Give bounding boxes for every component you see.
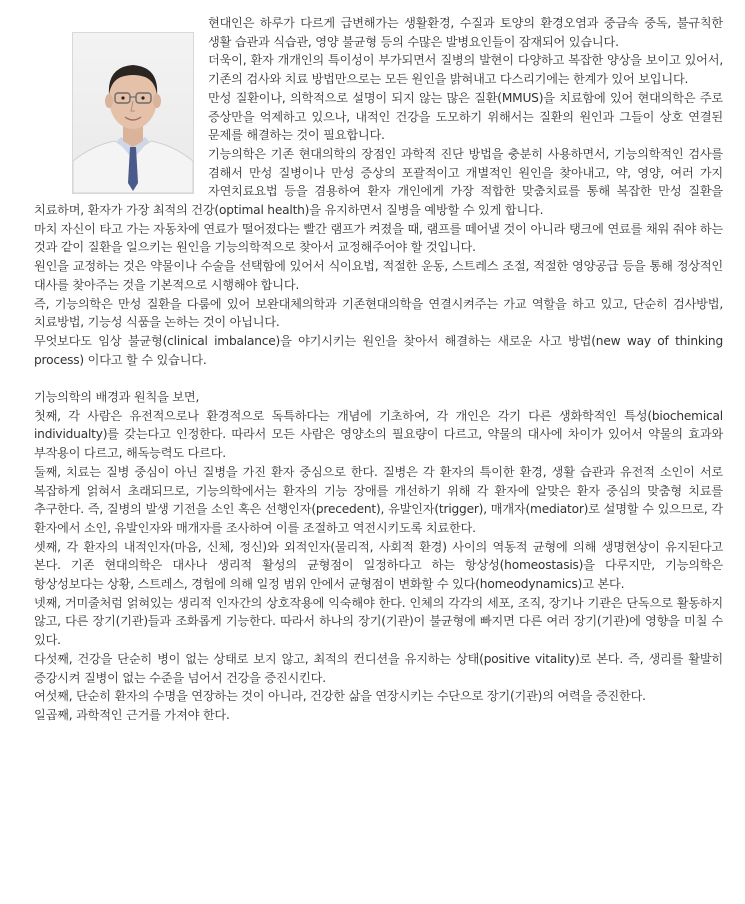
intro-paragraph-8: 무엇보다도 임상 불균형(clinical imbalance)을 야기시키는 원인을 찾아서 해결하는 새로운 사고 방법(new way of thinking process) 이다고 할 수 있습니다. — [34, 333, 723, 367]
principle-1: 첫째, 각 사람은 유전적으로나 환경적으로 독특하다는 개념에 기초하여, 각 개인은 각기 다른 생화학적인 특성(biochemical individualty)를 갖는다고 인정한다. 따라서 모든 사람은 영양소의 필요량이 다르고, 약물의 대사에 차이가 있어서 약물의 효과와 부작용이 다르고, 해독능력도 다르다. — [34, 408, 723, 461]
intro-paragraph-4: 기능의학은 기존 현대의학의 장점인 과학적 진단 방법을 충분히 사용하면서, 기능의학적인 검사를 겸해서 만성 질병이나 만성 증상의 포괄적이고 개별적인 원인을 찾아내고, 약, 영양, 여러 가지 자연치료요법 등을 겸용하여 환자 개인에게 가장 적합한 맞춤치료를 통해 복잡한 만성 질환을 치료하며, 환자가 가장 최적의 건강(optimal health)을 유지하면서 질병을 예방할 수 있게 합니다. — [34, 146, 723, 218]
paragraph-spacer — [34, 369, 723, 388]
principle-2: 둘째, 치료는 질병 중심이 아닌 질병을 가진 환자 중심으로 한다. 질병은 각 환자의 특이한 환경, 생활 습관과 유전적 소인이 서로 복잡하게 얽혀서 초래되므로, 기능의학에서는 환자의 기능 장애를 개선하기 위해 각 환자에 알맞은 환자 중심의 맞춤형 치료를 추구한다. 즉, 질병의 발생 기전을 소인 혹은 선행인자(precedent), 유발인자(trigger), 매개자(mediator)로 설명할 수 있으므로, 각 환자에서 소인, 유발인자와 매개자를 조사하여 이를 조절하고 역전시키도록 치료한다. — [34, 464, 723, 535]
intro-paragraph-6: 원인을 교정하는 것은 약물이나 수술을 선택함에 있어서 식이요법, 적절한 운동, 스트레스 조절, 적절한 영양공급 등을 통해 정상적인 대사를 찾아주는 것을 기본적으로 시행해야 합니다. — [34, 259, 723, 292]
principle-6: 여섯째, 단순히 환자의 수명을 연장하는 것이 아니라, 건강한 삶을 연장시키는 수단으로 장기(기관)의 여력을 증진한다. — [34, 689, 646, 704]
intro-paragraph-3: 만성 질환이나, 의학적으로 설명이 되지 않는 많은 질환(MMUS)을 치료함에 있어 현대의학은 주로 증상만을 억제하고 있으나, 내적인 건강을 도모하기 위해서는 질환의 원인과 그들이 상호 연결된 문제를 해결하는 것이 필요합니다. — [208, 90, 723, 143]
principle-7: 일곱째, 과학적인 근거를 가져야 한다. — [34, 708, 230, 722]
intro-paragraph-7: 즉, 기능의학은 만성 질환을 다룸에 있어 보완대체의학과 기존현대의학을 연결시켜주는 가교 역할을 하고 있고, 단순히 검사방법, 치료방법, 기능성 식품을 논하는 것이 아닙니다. — [34, 296, 723, 330]
principle-4: 넷째, 거미줄처럼 얽혀있는 생리적 인자간의 상호작용에 익숙해야 한다. 인체의 각각의 세포, 조직, 장기나 기관은 단독으로 활동하지 않고, 다른 장기(기관)들과 조화롭게 기능한다. 따라서 하나의 장기(기관)이 불균형에 빠지면 다른 여러 장기(기관)에 영향을 미칠 수 있다. — [34, 595, 723, 648]
intro-paragraph-2: 더욱이, 환자 개개인의 특이성이 부가되면서 질병의 발현이 다양하고 복잡한 양상을 보이고 있어서, 기존의 검사와 치료 방법만으로는 모든 원인을 밝혀내고 다스리기에는 한계가 있어 보입니다. — [208, 53, 723, 87]
principle-3: 셋째, 각 환자의 내적인자(마음, 신체, 정신)와 외적인자(물리적, 사회적 환경) 사이의 역동적 균형에 의해 생명현상이 유지된다고 본다. 기존 현대의학은 대사나 생리적 활성의 균형점이 일정하다고 하는 항상성(homeostasis)을 다루지만, 기능의학은 항상성보다는 상황, 스트레스, 경험에 의해 일정 범위 안에서 균형점이 변화할 수 있다(homeodynamics)고 본다. — [34, 539, 723, 592]
principles-heading: 기능의학의 배경과 원칙을 보면, — [34, 390, 200, 405]
intro-paragraph-5: 마치 자신이 타고 가는 자동차에 연료가 떨어졌다는 빨간 램프가 켜졌을 때, 램프를 떼어낼 것이 아니라 탱크에 연료를 채워 줘야 하는 것과 같이 질환을 일으키는 원인을 기능의학적으로 찾아서 교정해주어야 할 것입니다. — [34, 221, 723, 255]
doctor-portrait-icon — [72, 32, 194, 194]
principle-5: 다섯째, 건강을 단순히 병이 없는 상태로 보지 않고, 최적의 컨디션을 유지하는 상태(positive vitality)로 본다. 즉, 생리를 활발히 증강시켜 질병이 없는 수준을 넘어서 건강을 증진시킨다. — [34, 651, 723, 685]
intro-paragraph-1: 현대인은 하루가 다르게 급변해가는 생활환경, 수질과 토양의 환경오염과 중금속 중독, 불규칙한 생활 습관과 식습관, 영양 불균형 등의 수많은 발병요인들이 잠재되어 있습니다. — [208, 16, 723, 49]
